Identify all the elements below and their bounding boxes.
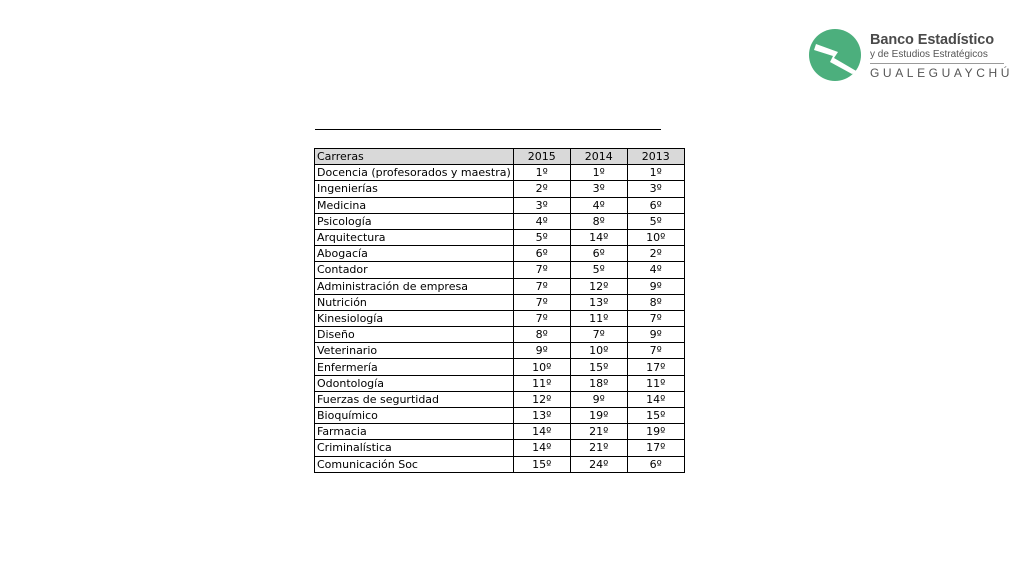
cell-2013: 7º <box>627 343 684 359</box>
cell-2013: 11º <box>627 375 684 391</box>
cell-2014: 1º <box>570 165 627 181</box>
logo-title: Banco Estadístico <box>870 32 994 48</box>
cell-2013: 6º <box>627 197 684 213</box>
cell-2015: 7º <box>513 278 570 294</box>
cell-2014: 14º <box>570 229 627 245</box>
cell-2015: 5º <box>513 229 570 245</box>
cell-2014: 8º <box>570 213 627 229</box>
table-row <box>315 327 685 343</box>
cell-careers: Psicología <box>315 213 514 229</box>
logo-mark-icon <box>808 28 864 82</box>
table-row <box>315 229 685 245</box>
cell-careers: Ingenierías <box>315 181 514 197</box>
cell-2015: 11º <box>513 375 570 391</box>
table-row <box>315 181 685 197</box>
cell-2014: 19º <box>570 408 627 424</box>
cell-careers: Abogacía <box>315 246 514 262</box>
table-header-row <box>315 149 685 165</box>
cell-2015: 2º <box>513 181 570 197</box>
careers-ranking-table <box>314 148 685 473</box>
cell-careers: Farmacia <box>315 424 514 440</box>
cell-2014: 7º <box>570 327 627 343</box>
table-row <box>315 375 685 391</box>
cell-2013: 6º <box>627 456 684 472</box>
cell-2013: 1º <box>627 165 684 181</box>
cell-2013: 4º <box>627 262 684 278</box>
table-body <box>315 165 685 473</box>
cell-2013: 9º <box>627 327 684 343</box>
table-row <box>315 343 685 359</box>
cell-2013: 15º <box>627 408 684 424</box>
cell-2014: 5º <box>570 262 627 278</box>
cell-2013: 8º <box>627 294 684 310</box>
table-row <box>315 278 685 294</box>
cell-careers: Enfermería <box>315 359 514 375</box>
cell-2015: 10º <box>513 359 570 375</box>
cell-2014: 13º <box>570 294 627 310</box>
cell-2015: 8º <box>513 327 570 343</box>
cell-2013: 19º <box>627 424 684 440</box>
cell-2014: 11º <box>570 310 627 326</box>
banco-estadistico-logo <box>808 28 1013 82</box>
table-row <box>315 294 685 310</box>
cell-2013: 9º <box>627 278 684 294</box>
table-row <box>315 213 685 229</box>
cell-careers: Contador <box>315 262 514 278</box>
table-row <box>315 359 685 375</box>
table-row <box>315 197 685 213</box>
cell-2015: 7º <box>513 310 570 326</box>
cell-2014: 3º <box>570 181 627 197</box>
cell-2015: 7º <box>513 262 570 278</box>
table-row <box>315 391 685 407</box>
cell-2013: 7º <box>627 310 684 326</box>
cell-careers: Veterinario <box>315 343 514 359</box>
table-row <box>315 165 685 181</box>
cell-careers: Medicina <box>315 197 514 213</box>
cell-2015: 15º <box>513 456 570 472</box>
cell-careers: Bioquímico <box>315 408 514 424</box>
table-row <box>315 440 685 456</box>
cell-2015: 14º <box>513 424 570 440</box>
cell-2013: 3º <box>627 181 684 197</box>
cell-2014: 21º <box>570 424 627 440</box>
cell-2015: 9º <box>513 343 570 359</box>
header-2013: 2013 <box>627 149 684 165</box>
cell-2013: 5º <box>627 213 684 229</box>
cell-2015: 13º <box>513 408 570 424</box>
cell-2015: 6º <box>513 246 570 262</box>
cell-2014: 9º <box>570 391 627 407</box>
cell-2014: 24º <box>570 456 627 472</box>
table-row <box>315 246 685 262</box>
cell-2015: 12º <box>513 391 570 407</box>
cell-2014: 15º <box>570 359 627 375</box>
cell-careers: Diseño <box>315 327 514 343</box>
table-row <box>315 408 685 424</box>
cell-careers: Fuerzas de segurtidad <box>315 391 514 407</box>
cell-careers: Nutrición <box>315 294 514 310</box>
logo-divider <box>870 63 1004 64</box>
cell-careers: Administración de empresa <box>315 278 514 294</box>
cell-careers: Comunicación Soc <box>315 456 514 472</box>
header-2014: 2014 <box>570 149 627 165</box>
cell-2015: 3º <box>513 197 570 213</box>
cell-2013: 17º <box>627 440 684 456</box>
cell-careers: Criminalística <box>315 440 514 456</box>
cell-2015: 7º <box>513 294 570 310</box>
cell-2015: 1º <box>513 165 570 181</box>
cell-careers: Arquitectura <box>315 229 514 245</box>
cell-2013: 17º <box>627 359 684 375</box>
header-2015: 2015 <box>513 149 570 165</box>
cell-2014: 21º <box>570 440 627 456</box>
table-row <box>315 456 685 472</box>
cell-careers: Odontología <box>315 375 514 391</box>
header-careers: Carreras <box>315 149 514 165</box>
cell-2014: 4º <box>570 197 627 213</box>
cell-2013: 2º <box>627 246 684 262</box>
cell-2013: 10º <box>627 229 684 245</box>
logo-subtitle: y de Estudios Estratégicos <box>870 49 988 60</box>
cell-careers: Kinesiología <box>315 310 514 326</box>
cell-2014: 12º <box>570 278 627 294</box>
logo-city: GUALEGUAYCHÚ <box>870 66 1013 80</box>
cell-2014: 6º <box>570 246 627 262</box>
cell-2015: 14º <box>513 440 570 456</box>
table-row <box>315 424 685 440</box>
cell-careers: Docencia (profesorados y maestra) <box>315 165 514 181</box>
table-row <box>315 262 685 278</box>
cell-2014: 10º <box>570 343 627 359</box>
cell-2013: 14º <box>627 391 684 407</box>
title-rule <box>315 129 661 130</box>
cell-2015: 4º <box>513 213 570 229</box>
cell-2014: 18º <box>570 375 627 391</box>
table-row <box>315 310 685 326</box>
